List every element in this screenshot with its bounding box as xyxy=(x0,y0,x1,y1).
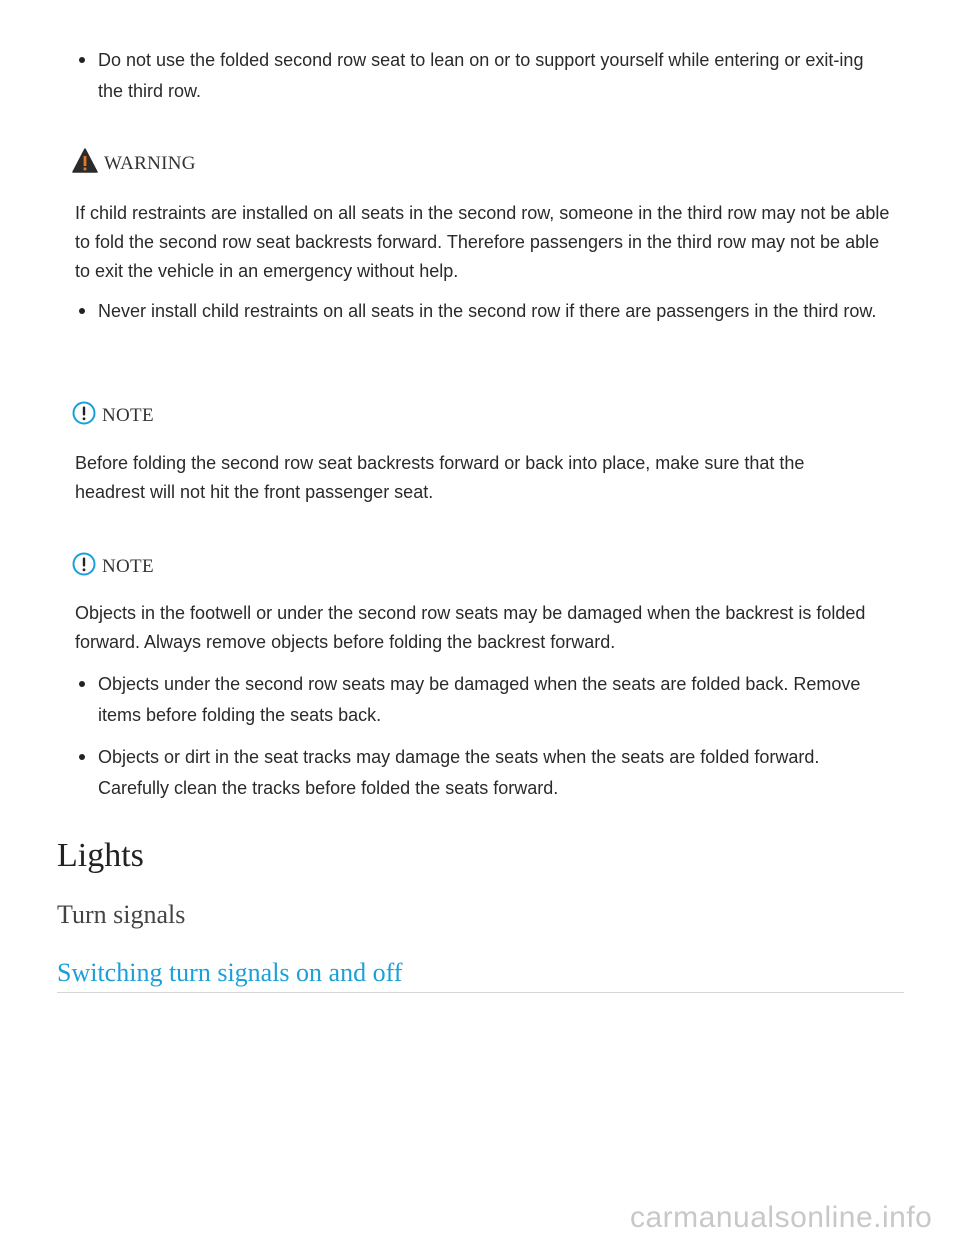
note2-bullet-list xyxy=(74,669,874,804)
top-bullet-list xyxy=(74,45,874,107)
note-header-1 xyxy=(72,401,154,430)
list-item: Do not use the folded second row seat to lean on or to support yourself while entering or exit-ing the third row. xyxy=(74,45,874,107)
section-heading-lights: Lights xyxy=(57,837,144,874)
warning-label: WARNING xyxy=(104,152,196,174)
topic-heading-switching-turn-signals: Switching turn signals on and off xyxy=(57,958,403,987)
subsection-heading-turn-signals: Turn signals xyxy=(57,900,186,929)
note-label: NOTE xyxy=(102,404,154,426)
list-item: Objects or dirt in the seat tracks may damage the seats when the seats are folded forward. Carefully clean the tracks before folded the seats forward. xyxy=(74,742,874,804)
list-item: Never install child restraints on all seats in the second row if there are passengers in the third row. xyxy=(74,296,884,327)
note-exclamation-icon xyxy=(72,552,96,581)
note-text-2: Objects in the footwell or under the second row seats may be damaged when the backrest is folded forward. Always remove objects before folding the backrest forward. xyxy=(75,603,866,652)
note-exclamation-icon xyxy=(72,401,96,430)
warning-header xyxy=(72,148,196,179)
note-label: NOTE xyxy=(102,555,154,577)
note-header-2 xyxy=(72,552,154,581)
warning-bullet-list xyxy=(74,296,884,327)
watermark: carmanualsonline.info xyxy=(630,1201,933,1234)
note-text-1: Before folding the second row seat backrests forward or back into place, make sure that the headrest will not hit the front passenger seat. xyxy=(75,453,805,502)
list-item: Objects under the second row seats may be damaged when the seats are folded back. Remove items before folding the seats back. xyxy=(74,669,874,731)
heading-divider xyxy=(57,992,904,993)
warning-text: If child restraints are installed on all seats in the second row, someone in the third row may not be able to fold the second row seat backrests forward. Therefore passengers in the third row may not be able to exit the vehicle in an emergency without help. xyxy=(75,203,890,281)
warning-triangle-icon xyxy=(72,148,98,179)
